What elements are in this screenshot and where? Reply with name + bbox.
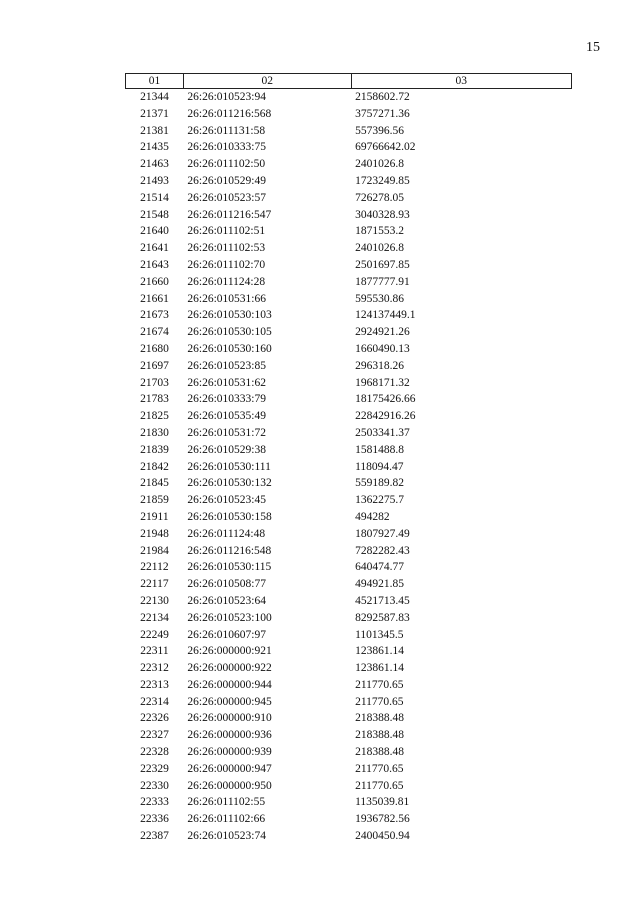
table-row	[126, 761, 572, 778]
cadastral-number-cell: 26:26:000000:922	[187, 662, 272, 675]
cadastral-number-cell: 26:26:010529:49	[187, 174, 266, 187]
row-number-cell: 22336	[140, 813, 169, 826]
row-number-cell: 21859	[140, 494, 169, 507]
table-body	[126, 89, 572, 845]
table-row	[126, 173, 572, 190]
cadastral-number-cell: 26:26:011102:53	[187, 242, 266, 255]
table-row	[126, 240, 572, 257]
row-number-cell: 22314	[140, 695, 169, 708]
value-cell: 211770.65	[355, 695, 404, 708]
value-cell: 1968171.32	[355, 376, 410, 389]
cadastral-number-cell: 26:26:010508:77	[187, 578, 266, 591]
row-number-cell: 22112	[140, 561, 169, 574]
cadastral-number-cell: 26:26:011124:48	[187, 527, 266, 540]
row-number-cell: 22329	[140, 762, 169, 775]
value-cell: 296318.26	[355, 359, 404, 372]
cadastral-number-cell: 26:26:011102:55	[187, 796, 266, 809]
table-row	[126, 391, 572, 408]
cadastral-number-cell: 26:26:000000:921	[187, 645, 272, 658]
cadastral-number-cell: 26:26:010523:74	[187, 830, 266, 843]
cadastral-number-cell: 26:26:000000:947	[187, 762, 272, 775]
table-row	[126, 677, 572, 694]
table-row	[126, 559, 572, 576]
table-row	[126, 828, 572, 845]
cadastral-number-cell: 26:26:010523:57	[187, 191, 266, 204]
row-number-cell: 22330	[140, 779, 169, 792]
row-number-cell: 21674	[140, 326, 169, 339]
table-header	[126, 74, 572, 89]
value-cell: 494921.85	[355, 578, 404, 591]
table-row	[126, 509, 572, 526]
value-cell: 218388.48	[355, 712, 404, 725]
value-cell: 2158602.72	[355, 91, 410, 103]
row-number-cell: 21948	[140, 527, 169, 540]
value-cell: 1660490.13	[355, 342, 410, 355]
table-row	[126, 324, 572, 341]
table-row	[126, 610, 572, 627]
row-number-cell: 21660	[140, 275, 169, 288]
row-number-cell: 21548	[140, 208, 169, 221]
table-row	[126, 710, 572, 727]
cadastral-number-cell: 26:26:010531:62	[187, 376, 266, 389]
value-cell: 3040328.93	[355, 208, 410, 221]
table-row	[126, 643, 572, 660]
value-cell: 1101345.5	[355, 628, 404, 641]
table-row	[126, 811, 572, 828]
value-cell: 1936782.56	[355, 813, 410, 826]
value-cell: 2400450.94	[355, 830, 410, 843]
row-number-cell: 21381	[140, 124, 169, 137]
table-row	[126, 475, 572, 492]
value-cell: 2503341.37	[355, 426, 410, 439]
row-number-cell: 22312	[140, 662, 169, 675]
row-number-cell: 21703	[140, 376, 169, 389]
value-cell: 1871553.2	[355, 225, 404, 238]
value-cell: 1877777.91	[355, 275, 410, 288]
row-number-cell: 21842	[140, 460, 169, 473]
data-table	[125, 73, 572, 845]
cadastral-number-cell: 26:26:010530:132	[187, 477, 272, 490]
cadastral-number-cell: 26:26:011216:548	[187, 544, 272, 557]
row-number-cell: 22249	[140, 628, 169, 641]
row-number-cell: 21984	[140, 544, 169, 557]
value-cell: 1807927.49	[355, 527, 410, 540]
row-number-cell: 21643	[140, 258, 169, 271]
row-number-cell: 22134	[140, 611, 169, 624]
table-row	[126, 123, 572, 140]
value-cell: 124137449.1	[355, 309, 416, 322]
row-number-cell: 22117	[140, 578, 169, 591]
row-number-cell: 22328	[140, 746, 169, 759]
row-number-cell: 22326	[140, 712, 169, 725]
row-number-cell: 21825	[140, 410, 169, 423]
cadastral-number-cell: 26:26:010530:105	[187, 326, 272, 339]
row-number-cell: 21435	[140, 141, 169, 154]
value-cell: 118094.47	[355, 460, 404, 473]
table-row	[126, 307, 572, 324]
row-number-cell: 21640	[140, 225, 169, 238]
value-cell: 3757271.36	[355, 107, 410, 120]
value-cell: 69766642.02	[355, 141, 416, 154]
table-row	[126, 576, 572, 593]
row-number-cell: 22313	[140, 678, 169, 691]
table-row	[126, 89, 572, 106]
cadastral-number-cell: 26:26:000000:936	[187, 729, 272, 742]
table-row	[126, 694, 572, 711]
column-header-01: 01	[126, 74, 184, 89]
row-number-cell: 22333	[140, 796, 169, 809]
row-number-cell: 21839	[140, 443, 169, 456]
cadastral-number-cell: 26:26:010535:49	[187, 410, 266, 423]
value-cell: 218388.48	[355, 746, 404, 759]
table-row	[126, 744, 572, 761]
cadastral-number-cell: 26:26:000000:910	[187, 712, 272, 725]
cadastral-number-cell: 26:26:011102:70	[187, 258, 266, 271]
value-cell: 595530.86	[355, 292, 404, 305]
table-row	[126, 358, 572, 375]
table-row	[126, 459, 572, 476]
table-row	[126, 727, 572, 744]
cadastral-number-cell: 26:26:011102:66	[187, 813, 266, 826]
table-row	[126, 291, 572, 308]
table-row	[126, 274, 572, 291]
value-cell: 557396.56	[355, 124, 404, 137]
table-row	[126, 106, 572, 123]
value-cell: 726278.05	[355, 191, 404, 204]
cadastral-number-cell: 26:26:000000:939	[187, 746, 272, 759]
table-row	[126, 207, 572, 224]
cadastral-number-cell: 26:26:011102:51	[187, 225, 266, 238]
cadastral-number-cell: 26:26:011124:28	[187, 275, 266, 288]
cadastral-number-cell: 26:26:010523:85	[187, 359, 266, 372]
value-cell: 2501697.85	[355, 258, 410, 271]
value-cell: 2401026.8	[355, 242, 404, 255]
cadastral-number-cell: 26:26:011216:568	[187, 107, 272, 120]
row-number-cell: 22311	[140, 645, 169, 658]
value-cell: 22842916.26	[355, 410, 416, 423]
table-row	[126, 593, 572, 610]
cadastral-number-cell: 26:26:010530:160	[187, 342, 272, 355]
column-header-02: 02	[183, 74, 351, 89]
table-row	[126, 408, 572, 425]
cadastral-number-cell: 26:26:010523:45	[187, 494, 266, 507]
cadastral-number-cell: 26:26:011216:547	[187, 208, 272, 221]
cadastral-number-cell: 26:26:011102:50	[187, 158, 266, 171]
row-number-cell: 22327	[140, 729, 169, 742]
cadastral-number-cell: 26:26:010531:72	[187, 426, 266, 439]
table-row	[126, 526, 572, 543]
row-number-cell: 21783	[140, 393, 169, 406]
header-row	[126, 74, 572, 89]
value-cell: 1362275.7	[355, 494, 404, 507]
table-row	[126, 375, 572, 392]
row-number-cell: 21641	[140, 242, 169, 255]
cadastral-number-cell: 26:26:010523:100	[187, 611, 272, 624]
row-number-cell: 21371	[140, 107, 169, 120]
cadastral-number-cell: 26:26:010333:75	[187, 141, 266, 154]
value-cell: 218388.48	[355, 729, 404, 742]
table-row	[126, 627, 572, 644]
value-cell: 1581488.8	[355, 443, 404, 456]
table-row	[126, 257, 572, 274]
value-cell: 1723249.85	[355, 174, 410, 187]
table-row	[126, 190, 572, 207]
column-header-03: 03	[351, 74, 571, 89]
cadastral-number-cell: 26:26:010530:115	[187, 561, 272, 574]
value-cell: 123861.14	[355, 645, 404, 658]
value-cell: 2924921.26	[355, 326, 410, 339]
value-cell: 18175426.66	[355, 393, 416, 406]
cadastral-number-cell: 26:26:010530:111	[187, 460, 271, 473]
value-cell: 559189.82	[355, 477, 404, 490]
table-row	[126, 139, 572, 156]
cadastral-number-cell: 26:26:010531:66	[187, 292, 266, 305]
table-row	[126, 425, 572, 442]
row-number-cell: 22130	[140, 594, 169, 607]
row-number-cell: 21845	[140, 477, 169, 490]
row-number-cell: 22387	[140, 830, 169, 843]
table-row	[126, 794, 572, 811]
value-cell: 2401026.8	[355, 158, 404, 171]
cadastral-number-cell: 26:26:000000:945	[187, 695, 272, 708]
cadastral-number-cell: 26:26:010523:64	[187, 594, 266, 607]
row-number-cell: 21344	[140, 91, 169, 103]
cadastral-number-cell: 26:26:011131:58	[187, 124, 266, 137]
table-row	[126, 223, 572, 240]
row-number-cell: 21680	[140, 342, 169, 355]
row-number-cell: 21493	[140, 174, 169, 187]
row-number-cell: 21463	[140, 158, 169, 171]
row-number-cell: 21911	[140, 510, 169, 523]
page-number: 15	[586, 40, 600, 55]
value-cell: 123861.14	[355, 662, 404, 675]
value-cell: 211770.65	[355, 762, 404, 775]
table-row	[126, 660, 572, 677]
cadastral-number-cell: 26:26:010523:94	[187, 91, 266, 103]
value-cell: 8292587.83	[355, 611, 410, 624]
table-row	[126, 543, 572, 560]
cadastral-number-cell: 26:26:010530:103	[187, 309, 272, 322]
table-row	[126, 341, 572, 358]
value-cell: 211770.65	[355, 678, 404, 691]
cadastral-number-cell: 26:26:010529:38	[187, 443, 266, 456]
cadastral-number-cell: 26:26:000000:950	[187, 779, 272, 792]
cadastral-number-cell: 26:26:000000:944	[187, 678, 272, 691]
row-number-cell: 21673	[140, 309, 169, 322]
row-number-cell: 21661	[140, 292, 169, 305]
table-row	[126, 778, 572, 795]
value-cell: 7282282.43	[355, 544, 410, 557]
value-cell: 1135039.81	[355, 796, 410, 809]
value-cell: 4521713.45	[355, 594, 410, 607]
cadastral-number-cell: 26:26:010530:158	[187, 510, 272, 523]
value-cell: 640474.77	[355, 561, 404, 574]
table-row	[126, 156, 572, 173]
value-cell: 494282	[355, 510, 390, 523]
cadastral-number-cell: 26:26:010607:97	[187, 628, 266, 641]
row-number-cell: 21514	[140, 191, 169, 204]
table-row	[126, 442, 572, 459]
table-row	[126, 492, 572, 509]
value-cell: 211770.65	[355, 779, 404, 792]
cadastral-number-cell: 26:26:010333:79	[187, 393, 266, 406]
row-number-cell: 21697	[140, 359, 169, 372]
row-number-cell: 21830	[140, 426, 169, 439]
